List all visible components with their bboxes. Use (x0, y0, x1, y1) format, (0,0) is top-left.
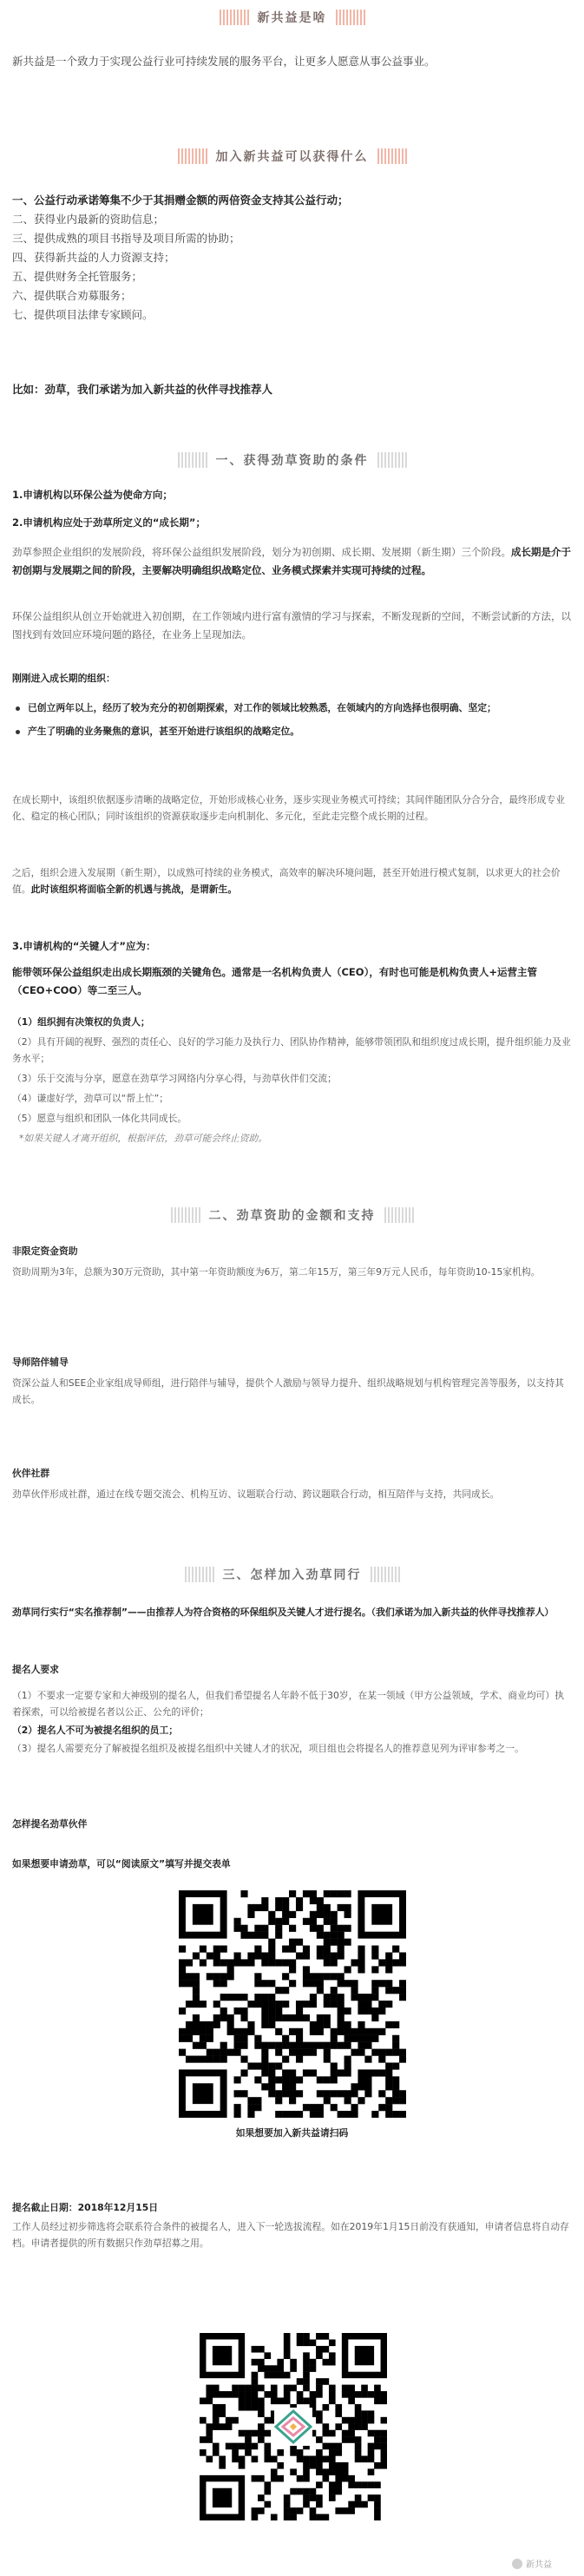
stage-definition: 劲草参照企业组织的发展阶段，将环保公益组织发展阶段，划分为初创期、成长期、发展期（新生期）三个阶段。 (12, 546, 511, 558)
benefit-item: 一、公益行动承诺筹集不少于其捐赠金额的两倍资金支持其公益行动； (12, 194, 349, 207)
section-title-benefits-text: 加入新共益可以获得什么 (215, 150, 369, 164)
logo-icon (200, 2333, 387, 2520)
wechat-icon (512, 2559, 522, 2569)
talent-list (12, 1014, 572, 1147)
new-birth-text: 此时该组织将面临全新的机遇与挑战，是谓新生。 (30, 884, 238, 895)
benefit-item: 五、提供财务全托管服务； (12, 270, 143, 283)
talent-item: （1）组织拥有决策权的负责人； (12, 1016, 150, 1028)
example-line: 比如：劲草，我们承诺为加入新共益的伙伴寻找推荐人 (12, 383, 273, 396)
nominator-list (12, 1687, 572, 1757)
join-paragraph: 劲草同行实行“实名推荐制”——由推荐人为符合资格的环保组织及关键人才进行提名。（我们承诺为加入新共益的伙伴寻找推荐人） (12, 1607, 554, 1618)
section-title-join (0, 1564, 584, 1585)
watermark (512, 2557, 552, 2570)
condition-2-paragraph-4 (12, 864, 572, 897)
growth-bullets (12, 700, 572, 739)
funding-text: 资助周期为3年，总额为30万元资助，其中第一年资助额度为6万，第二年15万，第三年9万元人民币，每年资助10-15家机构。 (12, 1266, 541, 1278)
community-text: 劲草伙伴形成社群，通过在线专题交流会、机构互访、议题联合行动、跨议题联合行动，相互陪伴与支持，共同成长。 (12, 1488, 500, 1500)
qr-code-join[interactable] (179, 1890, 406, 2118)
talent-note: *如果关键人才离开组织，根据评估，劲草可能会终止资助。 (19, 1133, 268, 1144)
section-title-amount-text: 二、劲草资助的金额和支持 (208, 1209, 376, 1223)
nominator-title: 提名人要求 (12, 1664, 59, 1675)
talent-item: （4）谦虚好学，劲草可以“帮上忙”； (12, 1093, 169, 1104)
just-entered-heading: 刚刚进入成长期的组织： (12, 673, 115, 684)
qr-code-follow[interactable] (200, 2333, 387, 2520)
apply-text: 如果想要申请劲草，可以“阅读原文”填写并提交表单 (12, 1858, 231, 1870)
benefit-item: 七、提供项目法律专家顾问。 (12, 308, 154, 321)
condition-2: 2.申请机构应处于劲草所定义的“成长期”； (12, 516, 206, 529)
condition-2-paragraph-2: 环保公益组织从创立开始就进入初创期，在工作领域内进行富有激情的学习与探索，不断发现新的空间，不断尝试新的方法，以图找到有效回应环境问题的路径，在业务上呈现加法。 (12, 610, 571, 641)
watermark-text: 新共益 (526, 2560, 552, 2570)
deadline: 提名截止日期：2018年12月15日 (12, 2202, 159, 2213)
benefits-list (12, 191, 572, 325)
section-title-conditions (0, 450, 584, 470)
growth-bullet: 已创立两年以上，经历了较为充分的初创期探索，对工作的领域比较熟悉，在领域内的方向选择也很明确、坚定； (12, 700, 572, 716)
talent-item: （5）愿意与组织和团队一体化共同成长。 (12, 1113, 187, 1124)
condition-2-paragraph-3: 在成长期中，该组织依据逐步清晰的战略定位，开始形成核心业务，逐步实现业务模式可持续；其间伴随团队分合分合，最终形成专业化、稳定的核心团队；同时该组织的资源获取逐步走向机制化、多元化，至此走完整个成长期的过程。 (12, 794, 566, 822)
mentor-text: 资深公益人和SEE企业家组成导师组，进行陪伴与辅导，提供个人激励与领导力提升、组织战略规划与机构管理完善等服务，以支持其成长。 (12, 1377, 564, 1405)
community-title: 伙伴社群 (12, 1468, 50, 1479)
section-title-what (0, 7, 584, 28)
benefit-item: 四、获得新共益的人力资源支持； (12, 251, 175, 264)
benefit-item: 六、提供联合劝募服务； (12, 289, 132, 302)
nominator-item: （1）不要求一定要专家和大神级别的提名人，但我们希望提名人年龄不低于30岁，在某一领域（甲方公益领域，学术、商业均可）执着探索，可以给被提名者以公正、公允的评价； (12, 1690, 565, 1718)
qr-caption: 如果想要加入新共益请扫码 (235, 2127, 349, 2139)
condition-3: 3.申请机构的“关键人才”应为： (12, 940, 156, 952)
section-title-benefits (0, 146, 584, 167)
development-stage-text: 之后，组织会进入发展期（新生期），以成熟可持续的业务模式，高效率的解决环境问题，甚至开始进行模式复制，以求更大的社会价值。 (12, 867, 561, 895)
benefit-item: 二、获得业内最新的资助信息； (12, 213, 165, 226)
nominator-item: （2）提名人不可为被提名组织的员工； (12, 1725, 179, 1736)
condition-3-paragraph: 能带领环保公益组织走出成长期瓶颈的关键角色。通常是一名机构负责人（CEO），有时也可能是机构负责人+运营主管（CEO+COO）等二至三人。 (12, 966, 537, 996)
qr-code-image (179, 1890, 406, 2118)
intro-paragraph: 新共益是一个致力于实现公益行业可持续发展的服务平台，让更多人愿意从事公益事业。 (12, 55, 436, 68)
growth-bullet: 产生了明确的业务聚焦的意识，甚至开始进行该组织的战略定位。 (12, 723, 572, 739)
growth-stage-definition: 成长期是介于初创期与发展期之间的阶段，主要解决明确组织战略定位、业务模式探索并实现可持续的过程。 (12, 546, 571, 576)
talent-item: （3）乐于交流与分享，愿意在劲草学习网络内分享心得，与劲草伙伴们交流； (12, 1073, 337, 1084)
section-title-join-text: 三、怎样加入劲草同行 (222, 1568, 362, 1582)
mentor-title: 导师陪伴辅导 (12, 1357, 69, 1368)
section-title-what-text: 新共益是啥 (257, 11, 327, 25)
talent-item: （2）具有开阔的视野、强烈的责任心、良好的学习能力及执行力、团队协作精神，能够带领团队和组织度过成长期，提升组织能力及业务水平； (12, 1036, 571, 1064)
funding-title: 非限定资金资助 (12, 1245, 78, 1257)
howto-title: 怎样提名劲草伙伴 (12, 1818, 88, 1830)
section-title-amount (0, 1205, 584, 1226)
deadline-text: 工作人员经过初步筛选将会联系符合条件的被提名人，进入下一轮选拔流程。如在2019年1月15日前没有获通知，申请者信息将自动存档。申请者提供的所有数据只作劲草招募之用。 (12, 2221, 569, 2249)
condition-2-paragraph-1 (12, 543, 572, 580)
condition-1: 1.申请机构以环保公益为使命方向； (12, 489, 173, 501)
section-title-conditions-text: 一、获得劲草资助的条件 (215, 454, 369, 468)
nominator-item: （3）提名人需要充分了解被提名组织及被提名组织中关键人才的状况，项目组也会将提名人的推荐意见列为评审参考之一。 (12, 1743, 524, 1754)
benefit-item: 三、提供成熟的项目书指导及项目所需的协助； (12, 232, 240, 245)
